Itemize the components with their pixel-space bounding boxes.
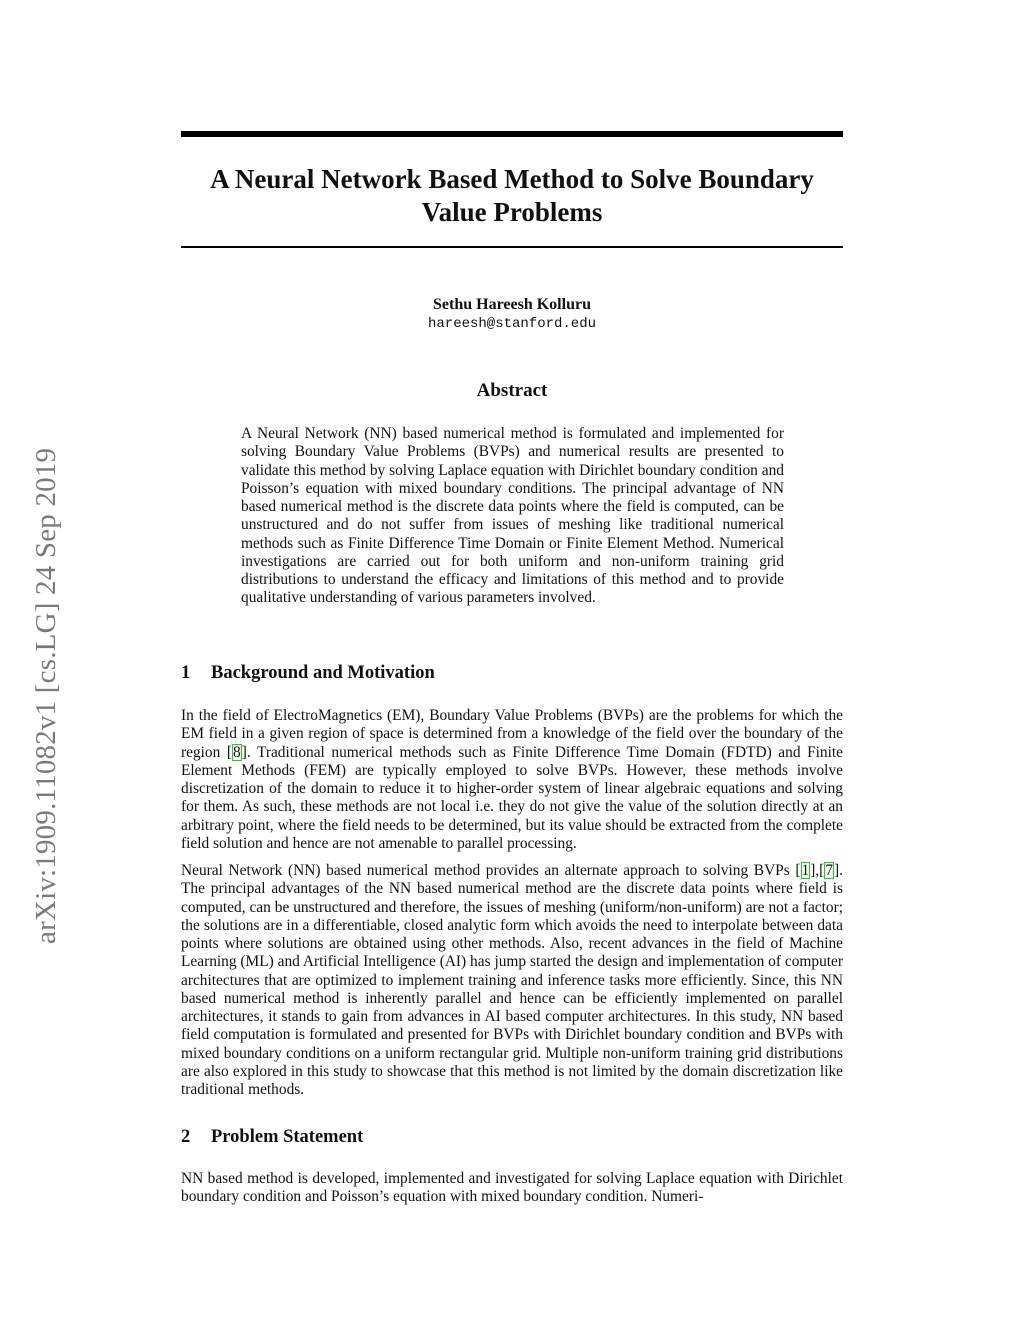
citation-link-8[interactable]: 8 [233,743,241,761]
section-title: Problem Statement [211,1127,364,1147]
citation-separator: ],[ [810,862,825,879]
paragraph-background-1 [181,707,843,853]
abstract-text: A Neural Network (NN) based numerical method is formulated and implemented for solving Boundary Value Problems (BVPs) and numerical results are presented to validate this method by solving Laplace equation with Dirichlet boundary condition and Poisson’s equation with mixed boundary conditions. The principal advantage of NN based numerical method is the discrete data points where the field is computed, can be unstructured and do not suffer from issues of meshing like traditional numerical methods such as Finite Difference Time Domain or Finite Element Method. Numerical investigations are carried out for both uniform and non-uniform training grid distributions to understand the efficacy and limitations of this method and to provide qualitative understanding of various parameters involved. [241,425,784,607]
section-title: Background and Motivation [211,663,435,683]
title-top-rule [181,131,843,137]
paragraph-problem-statement: NN based method is developed, implemented and investigated for solving Laplace equation with Dirichlet boundary condition and Poisson’s equation with mixed boundary condition. Numeri- [181,1170,843,1206]
paragraph-text: Neural Network (NN) based numerical method provides an alternate approach to solving BVPs [ [181,862,801,879]
citation-link-7[interactable]: 7 [825,862,834,879]
section-heading-background [181,661,843,685]
paragraph-text: In the field of ElectroMagnetics (EM), Boundary Value Problems (BVPs) are the problems for which the EM field in a given region of space is determined from a knowledge of the field over the boundary of the region [ [181,707,843,761]
arxiv-identifier-stamp: arXiv:1909.11082v1 [cs.LG] 24 Sep 2019 [30,447,62,944]
citation-link-1[interactable]: 1 [801,862,810,879]
paragraph-background-2 [181,862,843,1099]
paragraph-text: ]. Traditional numerical methods such as Finite Difference Time Domain (FDTD) and Finite Element Methods (FEM) are typically employed to solve BVPs. However, these methods involve discretization of the domain to reduce it to higher-order system of linear algebraic equations and solving for them. As such, these methods are not local i.e. they do not give the value of the solution directly at an arbitrary point, where the field needs to be determined, but its value should be extracted from the complete field solution and hence are not amenable to parallel processing. [181,743,843,852]
section-number: 1 [181,663,191,683]
section-heading-problem-statement [181,1125,843,1149]
abstract-heading: Abstract [476,380,548,401]
author-email: hareesh@stanford.edu [427,316,597,332]
paper-title: A Neural Network Based Method to Solve Boundary Value Problems [210,164,814,227]
title-bottom-rule [181,246,843,248]
author-name: Sethu Hareesh Kolluru [433,296,591,313]
paragraph-text: ]. The principal advantages of the NN based numerical method are the discrete data points where field is computed, can be unstructured and therefore, the issues of meshing (uniform/non-uniform) are not a factor; the solutions are in a differentiable, closed analytic form which avoids the need to interpolate between data points where solutions are obtained using other methods. Also, recent advances in the field of Machine Learning (ML) and Artificial Intelligence (AI) has jump started the design and implementation of computer architectures that are optimized to implement training and inference tasks more efficiently. Since, this NN based numerical method is inherently parallel and hence can be efficiently implemented on parallel architectures, it stands to gain from advances in AI based computer architectures. In this study, NN based field computation is formulated and presented for BVPs with Dirichlet boundary condition and BVPs with mixed boundary conditions on a uniform rectangular grid. Multiple non-uniform training grid distributions are also explored in this study to showcase that this method is not limited by the domain discretization like traditional methods. [181,862,843,1098]
section-number: 2 [181,1127,191,1147]
